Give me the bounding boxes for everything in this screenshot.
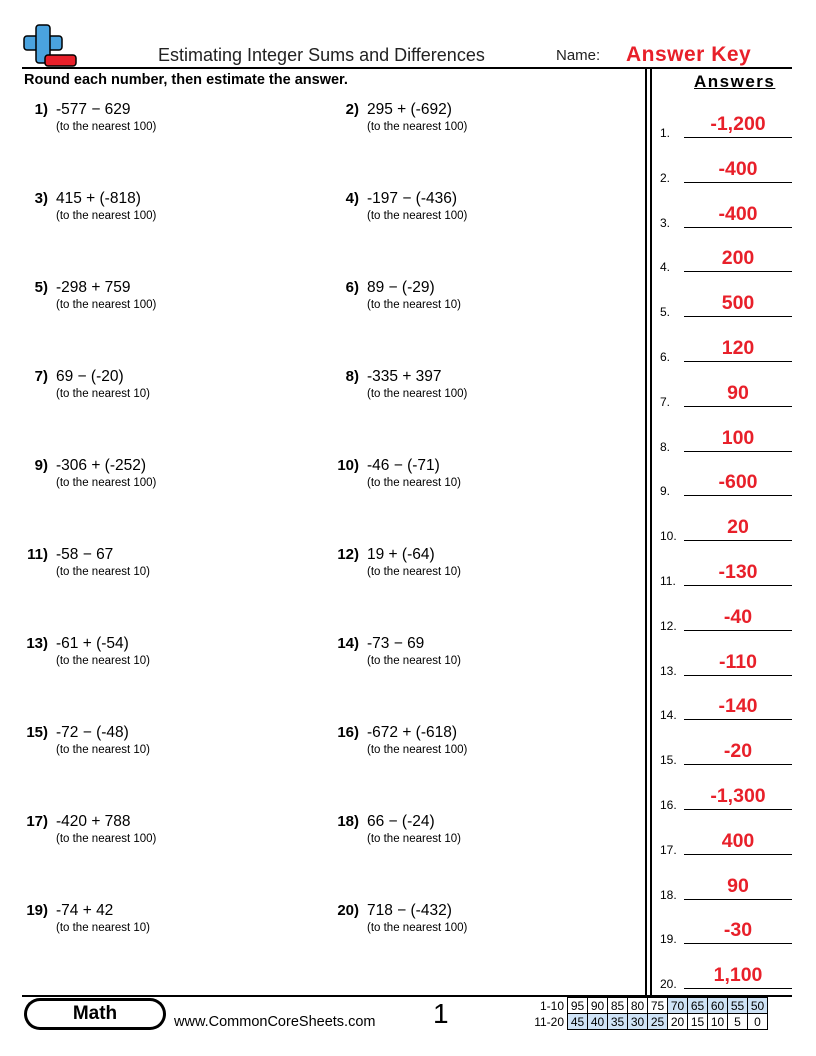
score-cell: 50 — [748, 998, 768, 1014]
rounding-note: (to the nearest 10) — [367, 655, 461, 667]
answers-heading: Answers — [694, 72, 776, 91]
rounding-note: (to the nearest 100) — [56, 210, 157, 222]
score-cell: 25 — [648, 1014, 668, 1030]
problem-expression: -577 − 629 — [56, 101, 131, 118]
problem-number: 19) — [26, 902, 48, 919]
answer-row — [660, 916, 792, 946]
answer-value: -20 — [723, 740, 753, 763]
problem-expression: 19 + (-64) — [367, 546, 435, 563]
problem-number: 16) — [337, 724, 359, 741]
problem-number: 3) — [34, 190, 48, 207]
column-divider — [650, 69, 652, 995]
problem-number: 9) — [34, 457, 48, 474]
rounding-note: (to the nearest 10) — [56, 566, 150, 578]
problem-number: 20) — [337, 902, 359, 919]
answer-value: 500 — [721, 292, 755, 315]
answer-row — [660, 334, 792, 364]
answer-row — [660, 379, 792, 409]
answer-row — [660, 648, 792, 678]
answer-number: 8. — [660, 439, 671, 454]
answer-number: 2. — [660, 170, 671, 185]
rounding-note: (to the nearest 100) — [56, 299, 157, 311]
problem-expression: 89 − (-29) — [367, 279, 435, 296]
answer-line — [684, 137, 792, 138]
answer-key-label: Answer Key — [626, 43, 752, 66]
score-row — [530, 998, 768, 1014]
answer-row — [660, 110, 792, 140]
name-label: Name: — [556, 47, 601, 64]
problem-number: 7) — [34, 368, 48, 385]
score-cell: 80 — [628, 998, 648, 1014]
score-cell: 60 — [708, 998, 728, 1014]
score-row — [530, 1014, 768, 1030]
problem-number: 17) — [26, 813, 48, 830]
problem-expression: -58 − 67 — [56, 546, 114, 563]
answer-line — [684, 899, 792, 900]
score-cell: 15 — [688, 1014, 708, 1030]
page-number: 1 — [433, 998, 449, 1029]
rounding-note: (to the nearest 10) — [367, 833, 461, 845]
answer-number: 7. — [660, 394, 671, 409]
instructions: Round each number, then estimate the answer. — [24, 72, 348, 88]
answer-line — [684, 271, 792, 272]
answer-number: 4. — [660, 260, 671, 275]
problem-number: 12) — [337, 546, 359, 563]
answer-line — [684, 316, 792, 317]
score-cell: 55 — [728, 998, 748, 1014]
header-rule — [22, 67, 792, 69]
problem-number: 18) — [337, 813, 359, 830]
answer-line — [684, 227, 792, 228]
answer-number: 11. — [660, 574, 676, 588]
answer-number: 12. — [660, 618, 677, 633]
answer-value: 120 — [721, 337, 755, 359]
rounding-note: (to the nearest 10) — [56, 655, 150, 667]
answer-value: -140 — [718, 695, 758, 718]
rounding-note: (to the nearest 10) — [56, 744, 150, 756]
problem-expression: -72 − (-48) — [56, 724, 129, 741]
score-cell: 10 — [708, 1014, 728, 1030]
score-cell: 45 — [568, 1014, 588, 1030]
answer-row — [660, 827, 792, 857]
problem-expression: -46 − (-71) — [367, 457, 440, 474]
score-cell: 40 — [588, 1014, 608, 1030]
answer-line — [684, 630, 792, 631]
answer-row — [660, 782, 792, 812]
rounding-note: (to the nearest 100) — [367, 210, 468, 222]
answer-number: 6. — [660, 350, 671, 364]
rounding-note: (to the nearest 100) — [56, 833, 157, 845]
answer-row — [660, 244, 792, 274]
answer-value: 1,100 — [713, 964, 763, 987]
answer-row — [660, 424, 792, 454]
answer-value: 200 — [721, 247, 755, 270]
answer-row — [660, 468, 792, 498]
score-cell: 65 — [688, 998, 708, 1014]
answer-row — [660, 603, 792, 633]
problem-expression: -298 + 759 — [56, 279, 131, 296]
answer-line — [684, 719, 792, 720]
score-cell: 30 — [628, 1014, 648, 1030]
rounding-note: (to the nearest 100) — [56, 477, 157, 489]
answer-number: 5. — [660, 305, 671, 320]
answer-value: -130 — [718, 561, 758, 583]
answer-line — [684, 540, 792, 541]
problem-number: 1) — [34, 101, 48, 118]
rounding-note: (to the nearest 10) — [367, 477, 461, 489]
answer-line — [684, 495, 792, 496]
answer-line — [684, 988, 792, 989]
website-link[interactable]: www.CommonCoreSheets.com — [174, 1014, 376, 1030]
problem-expression: -197 − (-436) — [367, 190, 458, 207]
answer-line — [684, 764, 792, 765]
answer-value: -600 — [718, 471, 758, 494]
problem-expression: -306 + (-252) — [56, 457, 147, 474]
answer-row — [660, 692, 792, 722]
answer-value: 90 — [727, 381, 749, 404]
answer-line — [684, 361, 792, 362]
answer-value: -110 — [719, 650, 757, 673]
problem-number: 13) — [26, 635, 48, 652]
rounding-note: (to the nearest 100) — [367, 744, 468, 756]
rounding-note: (to the nearest 100) — [367, 121, 468, 133]
answer-number: 16. — [660, 798, 677, 812]
answer-number: 14. — [660, 708, 677, 723]
problem-number: 5) — [34, 279, 48, 296]
rounding-note: (to the nearest 10) — [56, 388, 150, 400]
problem-expression: 69 − (-20) — [56, 368, 124, 385]
problem-number: 10) — [337, 457, 359, 474]
score-row-label: 1-10 — [539, 998, 564, 1013]
plus-minus-logo-icon — [22, 24, 78, 68]
page-title: Estimating Integer Sums and Differences — [158, 45, 485, 65]
answer-line — [684, 854, 792, 855]
problem-expression: 718 − (-432) — [367, 902, 452, 919]
problem-number: 6) — [345, 279, 359, 296]
answer-value: -1,300 — [710, 785, 766, 807]
problem-number: 15) — [26, 724, 48, 741]
problem-expression: -61 + (-54) — [56, 635, 129, 652]
problem-expression: 66 − (-24) — [367, 813, 435, 830]
problem-expression: -672 + (-618) — [367, 724, 458, 741]
answer-row — [660, 200, 792, 230]
answer-line — [684, 943, 792, 944]
score-cell: 90 — [588, 998, 608, 1014]
answer-number: 3. — [660, 215, 671, 230]
answer-row — [660, 289, 792, 319]
answer-value: -1,200 — [710, 113, 766, 135]
score-cell: 85 — [608, 998, 628, 1014]
answer-line — [684, 675, 792, 676]
score-cell: 20 — [668, 1014, 688, 1030]
answer-value: -400 — [718, 202, 758, 225]
score-cell: 35 — [608, 1014, 628, 1030]
problem-expression: -335 + 397 — [367, 368, 442, 385]
problem-expression: -74 + 42 — [56, 902, 114, 919]
answer-row — [660, 737, 792, 767]
problem-number: 14) — [337, 635, 359, 652]
answer-line — [684, 451, 792, 452]
score-cell: 70 — [668, 998, 688, 1014]
rounding-note: (to the nearest 10) — [367, 566, 461, 578]
rounding-note: (to the nearest 100) — [56, 121, 157, 133]
answer-line — [684, 585, 792, 586]
answer-row — [660, 558, 792, 588]
problem-number: 11) — [27, 546, 48, 563]
score-cell: 5 — [728, 1014, 748, 1030]
answer-value: 100 — [721, 426, 755, 449]
answer-number: 18. — [660, 887, 677, 902]
rounding-note: (to the nearest 100) — [367, 922, 468, 934]
answer-row — [660, 513, 792, 543]
subject-badge — [24, 998, 166, 1030]
problem-expression: 295 + (-692) — [367, 101, 452, 118]
score-cell: 0 — [748, 1014, 768, 1030]
answer-line — [684, 406, 792, 407]
answer-number: 20. — [660, 977, 677, 992]
answer-line — [684, 182, 792, 183]
problem-expression: -73 − 69 — [367, 635, 425, 652]
score-cell: 95 — [568, 998, 588, 1014]
problem-expression: -420 + 788 — [56, 813, 131, 830]
answer-value: -40 — [723, 605, 753, 628]
problem-expression: 415 + (-818) — [56, 190, 141, 207]
rounding-note: (to the nearest 100) — [367, 388, 468, 400]
answer-number: 10. — [660, 529, 677, 544]
problem-number: 2) — [345, 101, 359, 118]
answer-value: 400 — [721, 829, 755, 852]
answer-number: 19. — [660, 932, 677, 947]
answer-number: 15. — [660, 753, 677, 768]
answer-number: 1. — [660, 126, 671, 140]
answer-value: -30 — [723, 919, 753, 942]
rounding-note: (to the nearest 10) — [367, 299, 461, 311]
rounding-note: (to the nearest 10) — [56, 922, 150, 934]
answer-row — [660, 155, 792, 185]
score-cell: 75 — [648, 998, 668, 1014]
score-table — [530, 997, 768, 1030]
answer-row — [660, 961, 792, 991]
problem-number: 8) — [345, 368, 359, 385]
score-row-label: 11-20 — [534, 1014, 564, 1029]
answer-line — [684, 809, 792, 810]
problem-number: 4) — [345, 190, 359, 207]
answer-number: 17. — [660, 842, 677, 857]
answer-number: 9. — [660, 484, 671, 499]
answer-value: 20 — [727, 516, 749, 539]
subject-badge-label: Math — [27, 1001, 163, 1027]
answer-row — [660, 872, 792, 902]
answer-number: 13. — [660, 663, 677, 678]
column-divider — [645, 69, 647, 995]
answer-value: -400 — [718, 157, 758, 180]
answer-value: 90 — [727, 874, 749, 897]
